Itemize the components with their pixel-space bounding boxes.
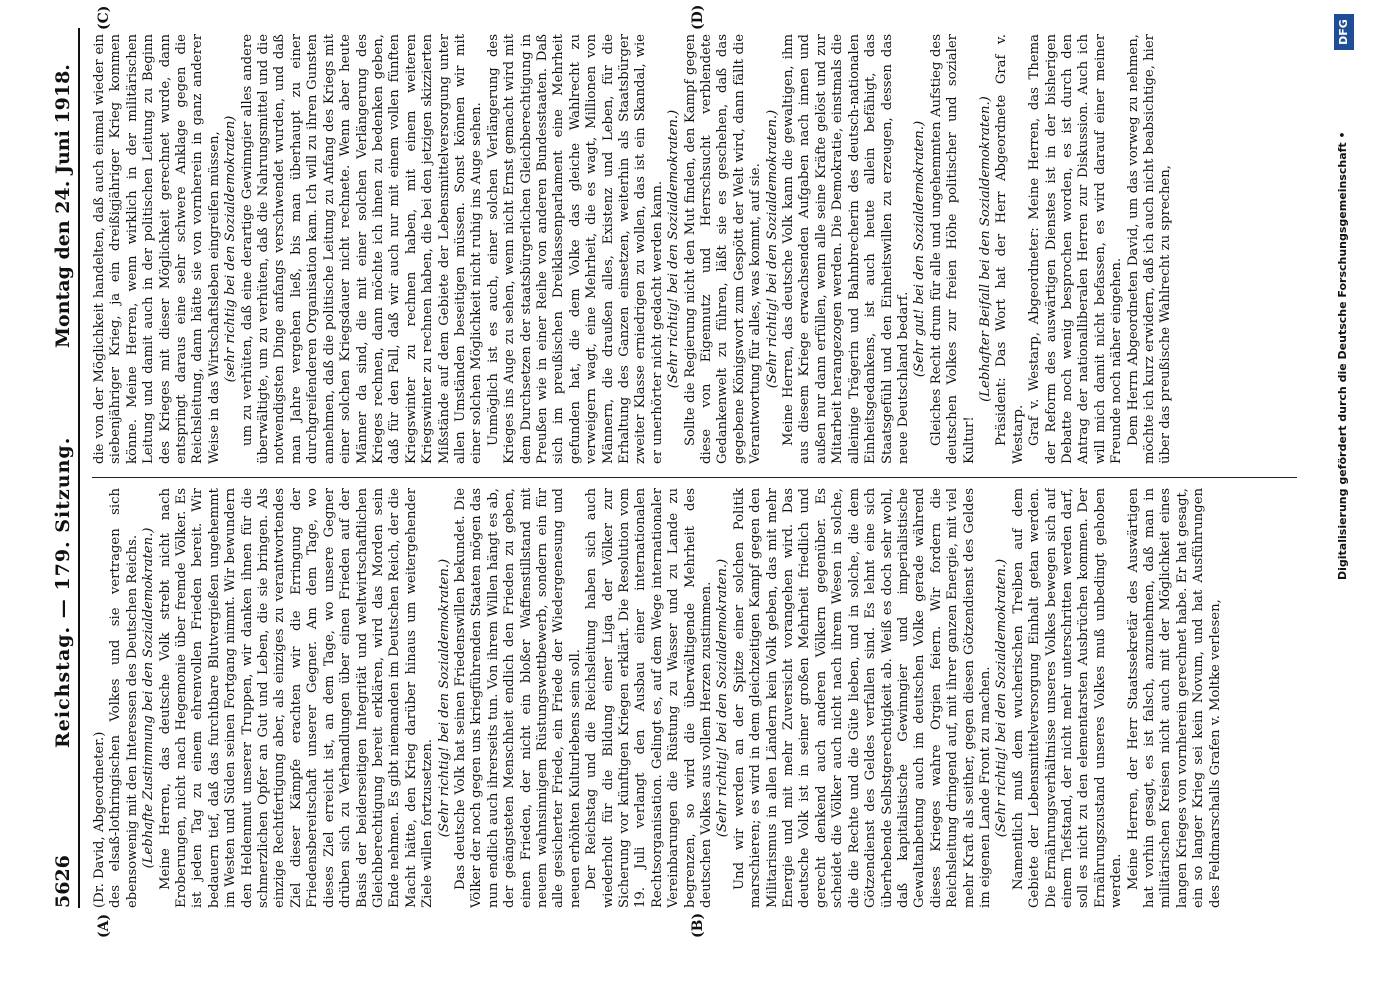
interjection: (Sehr gut! bei den Sozialdemokraten.) xyxy=(912,120,928,378)
paragraph: Graf v. Westarp, Abgeordneter: Meine Herren, das Thema der Reform des auswärtigen Dienstes ist in der bisherigen Debatte noch wenig besprochen worden, es ist durch den Antrag der nationalliberalen Herren zur Diskussion. Auch ich will mich damit nicht befassen, es wird darauf einer meiner Freunde noch näher eingehen. xyxy=(1027,34,1125,464)
interjection: (sehr richtig bei den Sozialdemokraten) xyxy=(223,115,239,383)
left-column xyxy=(92,488,1297,908)
interjection: (Sehr richtig! bei den Sozialdemokraten.) xyxy=(764,109,780,389)
paragraph: Meine Herren, das deutsche Volk kann die gewaltigen, ihm aus diesem Kriege erwachsenden Aufgaben nach innen und außen nur dann erfüllen, wenn alle seine Kräfte gelöst und zur Mitarbeit herangezogen werden. Die Demokratie, einstmals die alleinige Trägerin und Bahnbrecherin des deutsch-nationalen Einheitsgedankens, ist auch heute allein befähigt, das Staatsgefühl und den Einheitswillen zu erzeugen, dessen das neue Deutschland bedarf. xyxy=(781,34,911,464)
paragraph: des elsaß-lothringischen Volkes und sie vertragen sich ebensowenig mit den Interessen des Deutschen Reichs. xyxy=(108,488,140,908)
paragraph: Das deutsche Volk hat seinen Friedenswillen bekundet. Die Völker der noch gegen uns kriegführenden Staaten mögen das nun endlich auch ihrerseits tun. Von ihrem Willen hängt es ab, der geängsteten Menschheit endlich den Frieden zu geben, einen Frieden, der nicht ein bloßer Waffenstillstand mit neuem wahnsinnigem Rüstungswettbewerb, sondern ein für alle gesicherter Friede, ein Friede der Wiedergenesung und neuen erhöhten Kulturlebens sein soll. xyxy=(452,488,583,908)
column-divider xyxy=(92,477,1297,478)
paragraph: Gleiches Recht drum für alle und ungehemmten Aufstieg des deutschen Volkes zur freien Höhe politischer und sozialer Kultur! xyxy=(928,34,977,464)
paragraph: um zu verhüten, daß eine derartige Gewinngier alles andere überwältigte, um zu verhüten, daß die Nahrungsmittel und die notwendigsten Dinge anfangs verschwendet wurden, und daß man Jahre vergehen ließ, bis man überhaupt zu einer durchgreifenderen Organisation kam. Ich will zu ihren Gunsten annehmen, daß die politische Leitung zu Anfang des Kriegs mit einer solchen Kriegsdauer nicht rechnete. Wenn aber heute Männer da sind, die mit einer solchen Verlängerung des Krieges rechnen, dann möchte ich ihnen zu bedenken geben, daß für den Fall, daß wir auch nur mit einem vollen fünften Kriegswinter zu rechnen haben, mit einem weiteren Kriegswinter zu rechnen haben, die bei den jetzigen skizzierten Mißstände auf dem Gebiete der Lebensmittelversorgung unter allen Umständen beseitigen müssen. Sonst können wir mit einer solchen Möglichkeit nicht ruhig ins Auge sehen. xyxy=(239,34,485,464)
paragraph: Dem Herrn Abgeordneten David, um das vorweg zu nehmen, möchte ich kurz erwidern, daß ich auch nicht beabsichtige, hier über das preußische Wahlrecht zu sprechen, xyxy=(1125,34,1174,464)
margin-marker-b: (B) xyxy=(690,912,706,938)
paragraph: Namentlich muß dem wucherischen Treiben auf dem Gebiete der Lebensmittelversorgung Einhalt getan werden. Die Ernährungsverhältnisse unseres Volkes bewegen sich auf einem Tiefstand, der nicht mehr unterschritten werden darf, soll es nicht zu den elementarsten Ausbrüchen kommen. Der Ernährungszustand unseres Volkes muß unbedingt gehoben werden. xyxy=(1010,488,1125,908)
margin-marker-a: (A) xyxy=(96,913,112,938)
interjection: (Lebhafte Zustimmung bei den Sozialdemokraten.) xyxy=(141,527,157,869)
paragraph: Meine Herren, das deutsche Volk strebt nicht nach Eroberungen, nicht nach Hegemonie über fremde Völker. Es ist jeden Tag zu einem ehrenvollen Frieden bereit. Wir bedauern tief, daß das furchtbare Blutvergießen ungehemmt im Westen und Süden seinen Fortgang nimmt. Wir bewundern den Heldenmut unserer Truppen, wir danken ihnen für die schmerzlichen Opfer an Gut und Leben, die sie bringen. Als einzige Rechtfertigung aber, als einziges zu verantwortendes Ziel dieser Kämpfe erachten wir die Erringung der Friedensbereitschaft unserer Gegner. Am dem Tage, wo dieses Ziel erreicht ist, an dem Tage, wo unsere Gegner drüben sich zu Verhandlungen über einen Frieden auf der Basis der beiderseitigen Integrität und weltwirtschaftlichen Gleichberechtigung bereit erklären, wird das Morden sein Ende nehmen. Es gibt niemanden im Deutschen Reich, der die Macht hätte, den Krieg darüber hinaus um weitergehender Ziele willen fortzusetzen. xyxy=(157,488,436,908)
session-title: Reichstag. — 179. Sitzung. xyxy=(52,436,74,748)
dfg-logo: DFG xyxy=(1334,14,1354,50)
interjection: (Lebhafter Beifall bei den Sozialdemokraten.) xyxy=(977,96,993,402)
page-header xyxy=(52,28,80,908)
paragraph: Sollte die Regierung nicht den Mut finden, den Kampf gegen diese von Eigennutz und Herrschsucht verblendete Gedankenwelt zu führen, läßt sie es geschehen, daß das gegebene Königswort zum Gespött der Welt wird, dann fällt die Verantwortung für alles, was kommt, auf sie. xyxy=(682,34,764,464)
speaker-line: (Dr. David, Abgeordneter.) xyxy=(92,731,107,908)
paragraph: die von der Möglichkeit handelten, daß auch einmal wieder ein siebenjähriger Krieg, ja ein dreißigjähriger Krieg kommen könne. Meine Herren, wenn wirklich in der militärischen Leitung und damit auch in der politischen Leitung zu Beginn des Krieges mit dieser Möglichkeit gerechnet wurde, dann entspringt daraus eine sehr schwere Anklage gegen die Reichsleitung, dann hätte sie von vornherein in ganz anderer Weise in das Wirtschaftsleben eingreifen müssen, xyxy=(92,34,222,464)
interjection: (Sehr richtig! bei den Sozialdemokraten.) xyxy=(436,558,452,838)
president-statement: Präsident: Das Wort hat der Herr Abgeordnete Graf v. Westarp. xyxy=(994,34,1026,464)
interjection: (Sehr richtig! bei den Sozialdemokraten.) xyxy=(994,558,1010,838)
margin-marker-c: (C) xyxy=(96,5,112,30)
paragraph: Unmöglich ist es auch, einer solchen Verlängerung des Krieges ins Auge zu sehen, wenn nicht Ernst gemacht wird mit dem Durchsetzen der staatsbürgerlichen Gleichberechtigung in Preußen wie in einer Reihe von anderen Bundesstaaten. Daß sich im preußischen Dreiklassenparlament eine Mehrheit gefunden hat, die dem Volke das gleiche Wahlrecht zu verweigern wagt, eine Mehrheit, die es wagt, Millionen von Männern, die draußen alles, Existenz und Leben, für die Erhaltung des Ganzen einsetzen, weiterhin als Staatsbürger zweiter Klasse erniedrigen zu wollen, das ist ein Skandal, wie er unerhörter nicht gedacht werden kann. xyxy=(485,34,665,464)
right-column xyxy=(92,34,1297,464)
session-date: Montag den 24. Juni 1918. xyxy=(52,64,74,348)
margin-marker-d: (D) xyxy=(690,4,706,30)
digitization-note: Digitalisierung gefördert durch die Deutsche Forschungsgemeinschaft • xyxy=(1336,131,1349,580)
paragraph: Der Reichstag und die Reichsleitung haben sich auch wiederholt für die Bildung einer Liga der Völker zur Sicherung vor künftigen Kriegen erklärt. Die Resolution vom 19. Juli verlangt den Ausbau einer internationalen Rechtsorganisation. Gelingt es, auf dem Wege internationaler Vereinbarungen die Rüstung zu Wasser und zu Lande zu begrenzen, so wird die überwältigende Mehrheit des deutschen Volkes aus vollem Herzen zustimmen. xyxy=(584,488,715,908)
interjection: (Sehr richtig! bei den Sozialdemokraten.) xyxy=(666,109,682,389)
paragraph: Und wir werden an der Spitze einer solchen Politik marschieren; es wird in dem gleichzeitigen Kampf gegen den Militarismus in allen Ländern kein Volk geben, das mit mehr Energie und mit mehr Zuversicht vorangehen wird. Das deutsche Volk ist in seiner großen Mehrheit friedlich und gerecht denkend auch anderen Völkern gegenüber. Es scheidet die Völker auch nicht nach ihrem Wesen in solche, die die Rechte und die Güte lieben, und in solche, die dem Götzendienst des Geldes verfallen sind. Es lehnt eine sich überhebende Selbstgerechtigkeit ab. Weiß es doch sehr wohl, daß kapitalistische Gewinngier und imperialistische Gewaltanbetung auch im deutschen Volke gerade während dieses Krieges wahre Orgien feiern. Wir fordern die Reichsleitung dringend auf, mit ihrer ganzen Energie, mit viel mehr Kraft als seither, gegen diesen Götzendienst des Geldes im eigenen Lande Front zu machen. xyxy=(731,488,993,908)
interjection: (Sehr richtig! bei den Sozialdemokraten.) xyxy=(715,558,731,838)
page-number: 5626 xyxy=(52,855,74,908)
paragraph: Meine Herren, der Herr Staatssekretär des Auswärtigen hat vorhin gesagt, es ist falsch, anzunehmen, daß man in militärischen Kreisen nicht auch mit der Möglichkeit eines langen Krieges von vornherein gerechnet habe. Er hat gesagt, ein so langer Krieg sei kein Novum, und hat Ausführungen des Feldmarschalls Grafen v. Moltke verlesen, xyxy=(1125,488,1223,908)
